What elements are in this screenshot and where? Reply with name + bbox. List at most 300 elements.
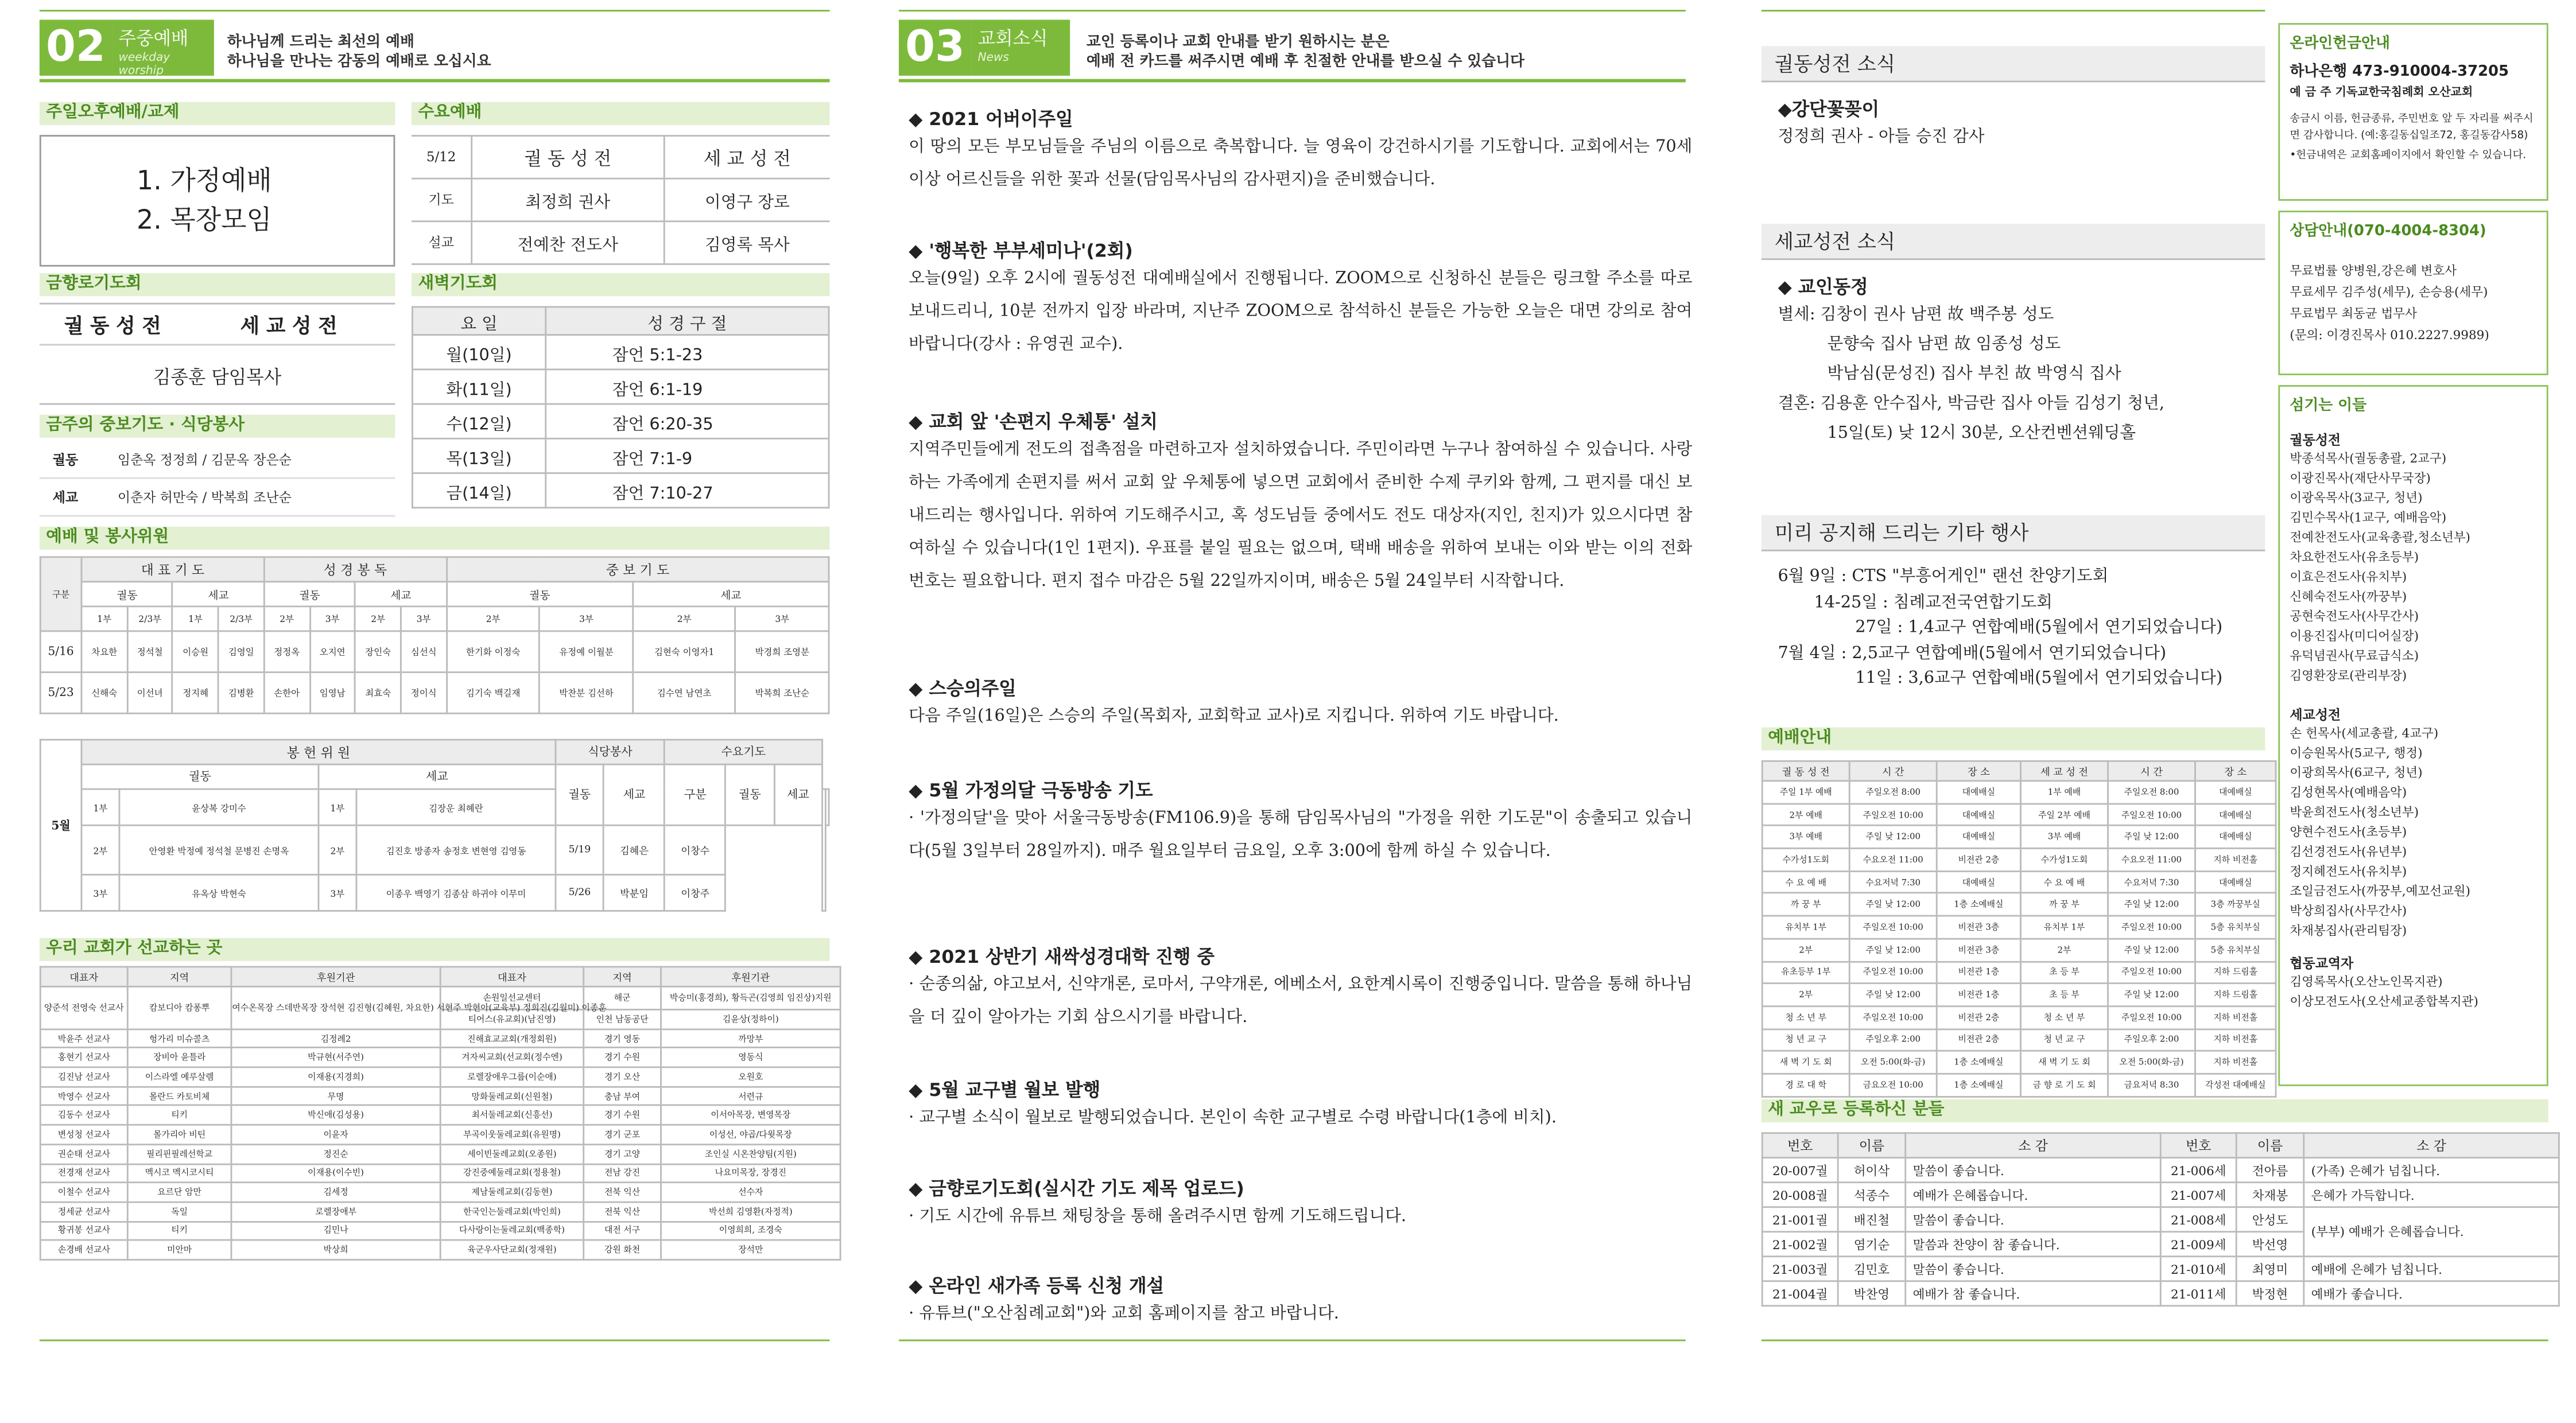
wed-name: 이창주 bbox=[665, 874, 726, 911]
service-name: 박찬분 김선하 bbox=[540, 672, 633, 714]
service-name: 정석철 bbox=[127, 631, 172, 672]
missions-header: 지역 bbox=[584, 967, 661, 986]
offering-part: 3부 bbox=[319, 874, 356, 911]
missions-cell: 해군 bbox=[584, 986, 661, 1009]
table-row bbox=[40, 672, 829, 714]
wed-row-label: 기도 bbox=[412, 178, 472, 221]
wednesday-table bbox=[412, 135, 829, 265]
staff-member: 차요한전도사(유초등부) bbox=[2290, 549, 2419, 565]
consult-title: 상담안내(070-4004-8304) bbox=[2290, 224, 2486, 240]
missions-cell: 캄보디아 캄퐁뿌 bbox=[127, 986, 231, 1029]
worship-cell: 지하 드림홀 bbox=[2195, 961, 2276, 983]
news-heading: ◆ 스승의주일 bbox=[909, 678, 1017, 699]
staff-member: 이승원목사(5교구, 행정) bbox=[2290, 745, 2423, 761]
dawn-verse: 잠언 7:10-27 bbox=[546, 473, 829, 508]
missions-cell: 여수온목장 스데반목장 장석현 김진형(김혜원, 차요한) 서현주 박현아(교육부) 정희진(김월미) 이종훈 bbox=[231, 986, 440, 1029]
missions-header: 대표자 bbox=[440, 967, 584, 986]
worship-cell: 주일오전 10:00 bbox=[1849, 1006, 1937, 1028]
service-header: 성 경 봉 독 bbox=[264, 557, 447, 582]
staff-member: 김선경전도사(유년부) bbox=[2290, 844, 2407, 860]
worship-cell: 3부 예배 bbox=[2020, 826, 2108, 848]
service-name: 심선식 bbox=[401, 631, 446, 672]
table-row bbox=[40, 1202, 840, 1222]
service-table bbox=[40, 556, 830, 714]
offering-part: 3부 bbox=[82, 874, 119, 911]
intercession-site: 궐동 bbox=[52, 450, 79, 468]
missions-cell: 망화둘레교회(신원철) bbox=[440, 1087, 584, 1106]
table-row bbox=[1762, 761, 2276, 780]
table-row bbox=[40, 631, 829, 672]
service-date: 5/23 bbox=[40, 672, 82, 714]
missions-cell: 전남 강진 bbox=[584, 1164, 661, 1183]
missions-cell: 요르단 암만 bbox=[127, 1183, 231, 1202]
worship-cell: 오전 5:00(화-금) bbox=[1849, 1051, 1937, 1074]
offering-month: 5월 bbox=[40, 740, 82, 911]
new-member-cell: (부부) 예배가 은혜롭습니다. bbox=[2304, 1207, 2559, 1257]
worship-cell: 주일오전 10:00 bbox=[1849, 961, 1937, 983]
worship-cell: 수요저녁 7:30 bbox=[2108, 871, 2195, 893]
news-body: 다음 주일(16일)은 스승의 주일(목회자, 교회학교 교사)로 지킵니다. 위하여 기도 바랍니다. bbox=[909, 707, 1559, 726]
staff-site: 세교성전 bbox=[2290, 707, 2341, 723]
worship-cell: 5층 유치부실 bbox=[2195, 916, 2276, 938]
service-header: 2/3부 bbox=[127, 606, 172, 631]
table-row bbox=[40, 1125, 840, 1145]
worship-cell: 오전 5:00(화-금) bbox=[2108, 1051, 2195, 1074]
missions-cell: 이스라엘 예루살렘 bbox=[127, 1067, 231, 1087]
missions-cell: 세이빈둘레교회(오종원) bbox=[440, 1144, 584, 1164]
worship-cell: 주일오전 10:00 bbox=[2108, 1006, 2195, 1028]
missions-cell: 변성청 선교사 bbox=[40, 1125, 127, 1145]
missions-cell: 영동식 bbox=[661, 1048, 841, 1068]
worship-cell: 새 벽 기 도 회 bbox=[1762, 1051, 1849, 1074]
worship-cell: 청 소 년 부 bbox=[2020, 1006, 2108, 1028]
new-member-cell: 21-008세 bbox=[2160, 1207, 2236, 1232]
new-member-header: 이름 bbox=[1838, 1133, 1906, 1158]
subtitle-line: 교인 등록이나 교회 안내를 받기 원하시는 분은 bbox=[1086, 34, 1390, 51]
new-member-name: 전아름 bbox=[2236, 1158, 2304, 1183]
worship-cell: 2부 bbox=[1762, 983, 1849, 1006]
table-row bbox=[1762, 1051, 2276, 1074]
online-offering-box bbox=[2278, 23, 2548, 201]
worship-cell: 수요오전 11:00 bbox=[2108, 849, 2195, 871]
worship-cell: 1부 예배 bbox=[2020, 781, 2108, 803]
new-member-cell: 20-008궐 bbox=[1762, 1183, 1838, 1207]
worship-cell: 비전관 2층 bbox=[1937, 1006, 2020, 1028]
dawn-verse: 잠언 6:20-35 bbox=[546, 404, 829, 438]
missions-cell: 황귀봉 선교사 bbox=[40, 1221, 127, 1241]
table-row bbox=[40, 986, 840, 1009]
worship-cell: 주일 낮 12:00 bbox=[1849, 939, 1937, 961]
missions-cell: 다사랑이는둘레교회(백종학) bbox=[440, 1221, 584, 1241]
page-subtitle bbox=[227, 33, 491, 72]
wed-col: 구분 bbox=[665, 764, 726, 825]
member-news-line: 문향숙 집사 남편 故 임종성 성도 bbox=[1827, 336, 2061, 354]
staff-box bbox=[2278, 385, 2548, 1086]
worship-cell: 수요저녁 7:30 bbox=[1849, 871, 1937, 893]
missions-cell: 서련규 bbox=[661, 1087, 841, 1106]
table-row bbox=[40, 1106, 840, 1125]
staff-member: 김영환장로(관리부장) bbox=[2290, 668, 2407, 683]
worship-cell: 수가성1도회 bbox=[1762, 849, 1849, 871]
new-member-header: 이름 bbox=[2236, 1133, 2304, 1158]
flower-text: 정정희 권사 - 아들 승진 감사 bbox=[1778, 128, 1985, 147]
table-row bbox=[1762, 983, 2276, 1006]
table-row bbox=[1762, 1074, 2276, 1096]
wed-name: 박분임 bbox=[604, 874, 665, 911]
worship-cell: 까 꿍 부 bbox=[1762, 893, 1849, 916]
worship-cell: 지하 비전홀 bbox=[2195, 849, 2276, 871]
news-heading: ◆ 온라인 새가족 등록 신청 개설 bbox=[909, 1275, 1165, 1297]
missions-cell: 이철수 선교사 bbox=[40, 1183, 127, 1202]
missions-cell: 정진순 bbox=[231, 1144, 440, 1164]
service-header: 궐동 bbox=[447, 582, 633, 606]
missions-cell: 미안마 bbox=[127, 1241, 231, 1260]
table-row bbox=[1762, 849, 2276, 871]
new-member-cell: (가족) 은혜가 넘칩니다. bbox=[2304, 1158, 2559, 1183]
section-friday-prayer: 금향로기도회 bbox=[40, 273, 395, 296]
service-name: 정지혜 bbox=[173, 672, 218, 714]
wed-date: 5/19 bbox=[556, 825, 604, 874]
service-header: 3부 bbox=[540, 606, 633, 631]
worship-cell: 대예배실 bbox=[1937, 871, 2020, 893]
missions-cell: 이윤자 bbox=[231, 1125, 440, 1145]
missions-cell: 로렐장애우그룹(이순애) bbox=[440, 1067, 584, 1087]
worship-cell: 주일 낮 12:00 bbox=[1849, 826, 1937, 848]
staff-list-segyo bbox=[2290, 724, 2536, 942]
worship-header: 세 교 성 전 bbox=[2020, 761, 2108, 780]
intercession-site: 세교 bbox=[52, 488, 79, 506]
wed-cell: 전예찬 전도사 bbox=[472, 221, 664, 265]
new-member-name: 최영미 bbox=[2236, 1257, 2304, 1281]
section-wednesday: 수요예배 bbox=[412, 102, 829, 125]
worship-guide-table bbox=[1762, 760, 2277, 1097]
staff-member: 이용진집사(미디어실장) bbox=[2290, 628, 2419, 644]
service-name: 김현숙 이영자1 bbox=[633, 631, 736, 672]
missions-cell: 대전 서구 bbox=[584, 1221, 661, 1241]
missions-cell: 부곡이웃둘레교회(유원명) bbox=[440, 1125, 584, 1145]
dawn-day: 수(12일) bbox=[412, 404, 545, 438]
new-member-cell: 말씀이 좋습니다. bbox=[1906, 1257, 2161, 1281]
table-row bbox=[1762, 781, 2276, 803]
table-row bbox=[40, 1164, 840, 1183]
section-sunday-afternoon: 주일오후예배/교제 bbox=[40, 102, 395, 125]
worship-cell: 주일 낮 12:00 bbox=[2108, 893, 2195, 916]
new-member-cell: 예배에 은혜가 넘칩니다. bbox=[2304, 1257, 2559, 1281]
missions-cell: 몰란드 카토비체 bbox=[127, 1087, 231, 1106]
missions-cell: 경기 수원 bbox=[584, 1106, 661, 1125]
worship-cell: 주일오전 8:00 bbox=[2108, 781, 2195, 803]
news-heading: ◆ 교회 앞 '손편지 우체통' 설치 bbox=[909, 411, 1158, 433]
new-member-cell: 예배가 참 좋습니다. bbox=[1906, 1281, 2161, 1306]
service-header: 2부 bbox=[447, 606, 540, 631]
missions-cell: 장비아 윤틀라 bbox=[127, 1048, 231, 1068]
new-member-cell: 예배가 은혜롭습니다. bbox=[1906, 1183, 2161, 1207]
worship-cell: 대예배실 bbox=[1937, 826, 2020, 848]
new-member-name: 박정현 bbox=[2236, 1281, 2304, 1306]
offering-table bbox=[40, 739, 830, 912]
dawn-day: 월(10일) bbox=[412, 335, 545, 370]
wed-prayer-header: 수요기도 bbox=[665, 740, 822, 764]
service-header: 3부 bbox=[309, 606, 355, 631]
consult-line: 무료세무 김주성(세무), 손승용(세무) bbox=[2290, 285, 2488, 300]
staff-title: 섬기는 이들 bbox=[2290, 398, 2367, 415]
staff-member: 전예찬전도사(교육총괄,청소년부) bbox=[2290, 530, 2470, 545]
staff-member: 이효은전도사(유치부) bbox=[2290, 569, 2407, 585]
missions-cell: 최서둘레교회(신흥선) bbox=[440, 1106, 584, 1125]
missions-cell: 선수자 bbox=[661, 1183, 841, 1202]
missions-cell: 정세균 선교사 bbox=[40, 1202, 127, 1222]
service-name: 박경희 조영분 bbox=[736, 631, 829, 672]
section-intercession: 금주의 중보기도 · 식당봉사 bbox=[40, 415, 395, 438]
friday-leader: 김종훈 담임목사 bbox=[153, 367, 282, 388]
missions-cell: 전북 익산 bbox=[584, 1183, 661, 1202]
service-header: 중 보 기 도 bbox=[447, 557, 829, 582]
wed-cell bbox=[825, 789, 829, 825]
new-member-cell: 21-007세 bbox=[2160, 1183, 2236, 1207]
consult-line: 무료법률 양병원,강은혜 변호사 bbox=[2290, 263, 2457, 278]
table-row bbox=[1762, 1006, 2276, 1028]
dawn-verse: 잠언 7:1-9 bbox=[546, 438, 829, 473]
missions-cell: 독일 bbox=[127, 1202, 231, 1222]
missions-cell: 권순태 선교사 bbox=[40, 1144, 127, 1164]
worship-cell: 초 등 부 bbox=[2020, 961, 2108, 983]
wed-row-label: 설교 bbox=[412, 221, 472, 265]
section-dawn-prayer: 새벽기도회 bbox=[412, 273, 829, 296]
staff-member: 김민수목사(1교구, 예배음악) bbox=[2290, 510, 2447, 525]
worship-cell: 주일 1부 예배 bbox=[1762, 781, 1849, 803]
missions-cell: 김진남 선교사 bbox=[40, 1067, 127, 1087]
page-number: 03 bbox=[899, 20, 971, 76]
service-name: 김기숙 백길재 bbox=[447, 672, 540, 714]
consult-line: (문의: 이경진목사 010.2227.9989) bbox=[2290, 327, 2489, 343]
service-name: 최효숙 bbox=[355, 672, 401, 714]
member-news-heading: ◆ 교인동정 bbox=[1778, 276, 1868, 298]
worship-cell: 지하 드림홀 bbox=[2195, 983, 2276, 1006]
table-row bbox=[40, 1029, 840, 1048]
missions-cell: 진해효교교회(개정회원) bbox=[440, 1029, 584, 1048]
missions-cell: 전경재 선교사 bbox=[40, 1164, 127, 1183]
wed-cell: 최정희 권사 bbox=[472, 178, 664, 221]
consult-list bbox=[2290, 260, 2536, 345]
table-row bbox=[40, 1048, 840, 1068]
missions-cell: 손경배 선교사 bbox=[40, 1241, 127, 1260]
missions-cell: 겨자씨교회(선교회(정수엔) bbox=[440, 1048, 584, 1068]
missions-cell: 티키 bbox=[127, 1106, 231, 1125]
worship-cell: 유치부 1부 bbox=[2020, 916, 2108, 938]
wed-cell: 김영록 목사 bbox=[664, 221, 830, 265]
page-title bbox=[112, 20, 214, 76]
new-member-cell: 21-002궐 bbox=[1762, 1232, 1838, 1257]
worship-cell: 비전관 1층 bbox=[1937, 983, 2020, 1006]
worship-cell: 1층 소예배실 bbox=[1937, 893, 2020, 916]
missions-header: 후원기관 bbox=[661, 967, 841, 986]
worship-cell: 청 년 교 구 bbox=[1762, 1029, 1849, 1051]
member-news-line: 15일(토) 낮 12시 30분, 오산컨벤션웨딩홀 bbox=[1827, 424, 2136, 443]
worship-cell: 지하 비전홀 bbox=[2195, 1006, 2276, 1028]
table-row bbox=[1762, 803, 2276, 826]
consult-line: 무료법무 최동균 법무사 bbox=[2290, 306, 2417, 321]
service-header: 세교 bbox=[355, 582, 447, 606]
service-header: 대 표 기 도 bbox=[82, 557, 264, 582]
service-name: 신해숙 bbox=[82, 672, 127, 714]
new-member-header: 소 감 bbox=[2304, 1133, 2559, 1158]
worship-cell: 주일오전 10:00 bbox=[1849, 916, 1937, 938]
service-name: 정정옥 bbox=[264, 631, 309, 672]
table-row bbox=[1762, 893, 2276, 916]
worship-cell: 주일 낮 12:00 bbox=[2108, 983, 2195, 1006]
dawn-header: 요 일 bbox=[412, 307, 545, 335]
new-member-header: 번호 bbox=[1762, 1133, 1838, 1158]
missions-cell: 경기 오산 bbox=[584, 1067, 661, 1087]
worship-cell: 3부 예배 bbox=[1762, 826, 1849, 848]
missions-cell: 몰가리아 비틴 bbox=[127, 1125, 231, 1145]
new-member-name: 허이삭 bbox=[1838, 1158, 1906, 1183]
missions-header: 대표자 bbox=[40, 967, 127, 986]
wed-date: 5/12 bbox=[412, 136, 472, 179]
service-header: 2부 bbox=[355, 606, 401, 631]
service-name: 장인숙 bbox=[355, 631, 401, 672]
table-row bbox=[40, 740, 829, 764]
worship-cell: 수가성1도회 bbox=[2020, 849, 2108, 871]
offering-part: 1부 bbox=[319, 789, 356, 825]
worship-cell: 2부 예배 bbox=[1762, 803, 1849, 826]
service-name: 차요한 bbox=[82, 631, 127, 672]
subtitle-line: 하나님께 드리는 최선의 예배 bbox=[227, 34, 414, 51]
cafe-site: 궐동 bbox=[556, 764, 604, 825]
offering-names: 김장운 최혜란 bbox=[356, 789, 556, 825]
table-row bbox=[40, 606, 829, 631]
missions-cell: 티어스(유교회)(남진영) bbox=[440, 1010, 584, 1029]
worship-cell: 주일 낮 12:00 bbox=[1849, 983, 1937, 1006]
table-row bbox=[40, 1183, 840, 1202]
service-header: 2부 bbox=[633, 606, 736, 631]
new-member-cell: 21-010세 bbox=[2160, 1257, 2236, 1281]
page-number: 02 bbox=[40, 20, 112, 76]
worship-cell: 각성전 대예배실 bbox=[2195, 1074, 2276, 1096]
offering-names: 윤상복 강미수 bbox=[119, 789, 319, 825]
service-date: 5/16 bbox=[40, 631, 82, 672]
worship-cell: 경 로 대 학 bbox=[1762, 1074, 1849, 1096]
page-title-text: 주중예배 bbox=[118, 28, 189, 50]
worship-cell: 금 향 로 기 도 회 bbox=[2020, 1074, 2108, 1096]
event-line: 14-25일 : 침례교전국연합기도회 bbox=[1814, 593, 2053, 612]
page-subtitle bbox=[1087, 33, 1524, 72]
missions-cell: 박선희 김영환(자정적) bbox=[661, 1202, 841, 1222]
worship-cell: 주일 낮 12:00 bbox=[1849, 893, 1937, 916]
worship-cell: 주일오전 10:00 bbox=[2108, 803, 2195, 826]
staff-member: 공현숙전도사(사무간사) bbox=[2290, 609, 2419, 624]
intercession-names: 이춘자 허만숙 / 박복희 조난순 bbox=[117, 490, 292, 506]
table-row bbox=[40, 967, 840, 986]
event-line: 11일 : 3,6교구 연합예배(5월에서 연기되었습니다) bbox=[1855, 670, 2223, 688]
missions-cell: 무명 bbox=[231, 1087, 440, 1106]
worship-cell: 유치부 1부 bbox=[1762, 916, 1849, 938]
staff-member: 이상모전도사(오산세교종합복지관) bbox=[2290, 994, 2478, 1009]
missions-cell: 박규현(서주연) bbox=[231, 1048, 440, 1068]
service-header: 2부 bbox=[264, 606, 309, 631]
missions-cell: 김세정 bbox=[231, 1183, 440, 1202]
news-body: · 순종의삶, 야고보서, 신약개론, 로마서, 구약개론, 에베소서, 요한계시록이 진행중입니다. 말씀을 통해 하나님을 더 깊이 알아가는 기회 삼으시기를 바랍니다. bbox=[909, 975, 1693, 1027]
member-news-line: 별세: 김창이 권사 남편 故 백주봉 성도 bbox=[1778, 306, 2054, 324]
offering-part: 1부 bbox=[82, 789, 119, 825]
sunday-item: 2. 목장모임 bbox=[137, 204, 272, 236]
table-row bbox=[40, 1241, 840, 1260]
missions-cell: 이서아목장, 변영목장 bbox=[661, 1106, 841, 1125]
friday-col: 궐 동 성 전 bbox=[64, 314, 161, 337]
dawn-header: 성 경 구 절 bbox=[546, 307, 829, 335]
news-heading: ◆ 금향로기도회(실시간 기도 제목 업로드) bbox=[909, 1178, 1244, 1200]
wed-cell: 이영구 장로 bbox=[664, 178, 830, 221]
worship-cell: 수요오전 11:00 bbox=[1849, 849, 1937, 871]
table-row bbox=[40, 1144, 840, 1164]
missions-cell: 홍현기 선교사 bbox=[40, 1048, 127, 1068]
new-member-cell: 21-011세 bbox=[2160, 1281, 2236, 1306]
missions-cell: 한국인는둘레교회(박인희) bbox=[440, 1202, 584, 1222]
missions-cell: 김정례2 bbox=[231, 1029, 440, 1048]
news-body: 지역주민들에게 전도의 접촉점을 마련하고자 설치하였습니다. 주민이라면 누구나 참여하실 수 있습니다. 사랑하는 가족에게 손편지를 써서 교회 앞 우체통에 넣으면 교회에서 준비한 수제 쿠키와 함께, 그 편지를 대신 보내드리는 행사입니다. 위하여 기도해주시고, 혹 성도님들 중에서도 전도 대상자(지인, 친지)가 있으시다면 참여하실 수 있습니다(1인 1편지). 우표를 붙일 필요는 없으며, 택배 배송을 위하여 보내는 이와 받는 이의 전화번호는 필요합니다. 편지 접수 마감은 5월 22일까지이며, 배송은 5월 24일부터 시작합니다. bbox=[909, 441, 1693, 591]
worship-cell: 2부 bbox=[2020, 939, 2108, 961]
worship-cell: 대예배실 bbox=[2195, 803, 2276, 826]
missions-cell: 조인실 시온찬양팀(지원) bbox=[661, 1144, 841, 1164]
table-row bbox=[40, 1087, 840, 1106]
worship-header: 장 소 bbox=[1937, 761, 2020, 780]
new-member-name: 박찬영 bbox=[1838, 1281, 1906, 1306]
service-name: 김수연 남연초 bbox=[633, 672, 736, 714]
offering-header: 봉 헌 위 원 bbox=[82, 740, 556, 764]
news-body: · 교구별 소식이 월보로 발행되었습니다. 본인이 속한 교구별로 수령 바랍니다(1층에 비치). bbox=[909, 1109, 1557, 1127]
service-header: 1부 bbox=[173, 606, 218, 631]
table-row bbox=[1762, 1257, 2559, 1281]
worship-header: 시 간 bbox=[2108, 761, 2195, 780]
subtitle-line: 하나님을 만나는 감동의 예배로 오십시요 bbox=[227, 54, 491, 71]
wed-name: 김혜은 bbox=[604, 825, 665, 874]
new-member-header: 번호 bbox=[2160, 1133, 2236, 1158]
new-member-cell: 말씀과 찬양이 참 좋습니다. bbox=[1906, 1232, 2161, 1257]
new-member-cell: 21-004궐 bbox=[1762, 1281, 1838, 1306]
wed-col: 궐동 bbox=[726, 764, 774, 825]
page-title-text: 교회소식 bbox=[977, 28, 1048, 50]
news-body: · '가정의달'을 맞아 서울극동방송(FM106.9)을 통해 담임목사님의 "가정을 위한 기도문"이 송출되고 있습니다(5월 3일부터 28일까지). 매주 월요일부터 금요일, 오후 3:00에 함께 하실 수 있습니다. bbox=[909, 810, 1693, 861]
offering-names: 김진호 방종자 송정호 변현영 김영동 bbox=[356, 825, 556, 874]
missions-cell: 경기 수원 bbox=[584, 1048, 661, 1068]
service-name: 유정예 이월분 bbox=[540, 631, 633, 672]
missions-cell: 충남 부여 bbox=[584, 1087, 661, 1106]
bank-account: 하나은행 473-910004-37205 bbox=[2290, 64, 2509, 81]
staff-member: 차재봉집사(관리팀장) bbox=[2290, 923, 2407, 938]
missions-cell: 김민나 bbox=[231, 1221, 440, 1241]
friday-box bbox=[40, 303, 395, 405]
wed-col: 궐 동 성 전 bbox=[472, 136, 664, 179]
section-new-members: 새 교우로 등록하신 분들 bbox=[1762, 1099, 2548, 1122]
table-row bbox=[40, 874, 829, 911]
table-row bbox=[40, 825, 829, 874]
missions-cell: 박승미(홍경희), 황득곤(김영희 임진상)지원 bbox=[661, 986, 841, 1009]
new-member-cell: 21-001궐 bbox=[1762, 1207, 1838, 1232]
missions-cell: 티키 bbox=[127, 1221, 231, 1241]
cafe-site: 세교 bbox=[604, 764, 665, 825]
worship-header: 궐 동 성 전 bbox=[1762, 761, 1849, 780]
worship-cell: 대예배실 bbox=[2195, 781, 2276, 803]
missions-header: 후원기관 bbox=[231, 967, 440, 986]
worship-cell: 5층 유치부실 bbox=[2195, 939, 2276, 961]
table-row bbox=[1762, 1133, 2559, 1158]
table-row bbox=[1762, 826, 2276, 848]
worship-cell: 금요오전 10:00 bbox=[1849, 1074, 1937, 1096]
event-line: 7월 4일 : 2,5교구 연합예배(5월에서 연기되었습니다) bbox=[1778, 644, 2167, 663]
wed-name: 이창수 bbox=[665, 825, 726, 874]
friday-col: 세 교 성 전 bbox=[240, 314, 337, 337]
account-holder: 예 금 주 기독교한국침례회 오산교회 bbox=[2290, 85, 2473, 99]
